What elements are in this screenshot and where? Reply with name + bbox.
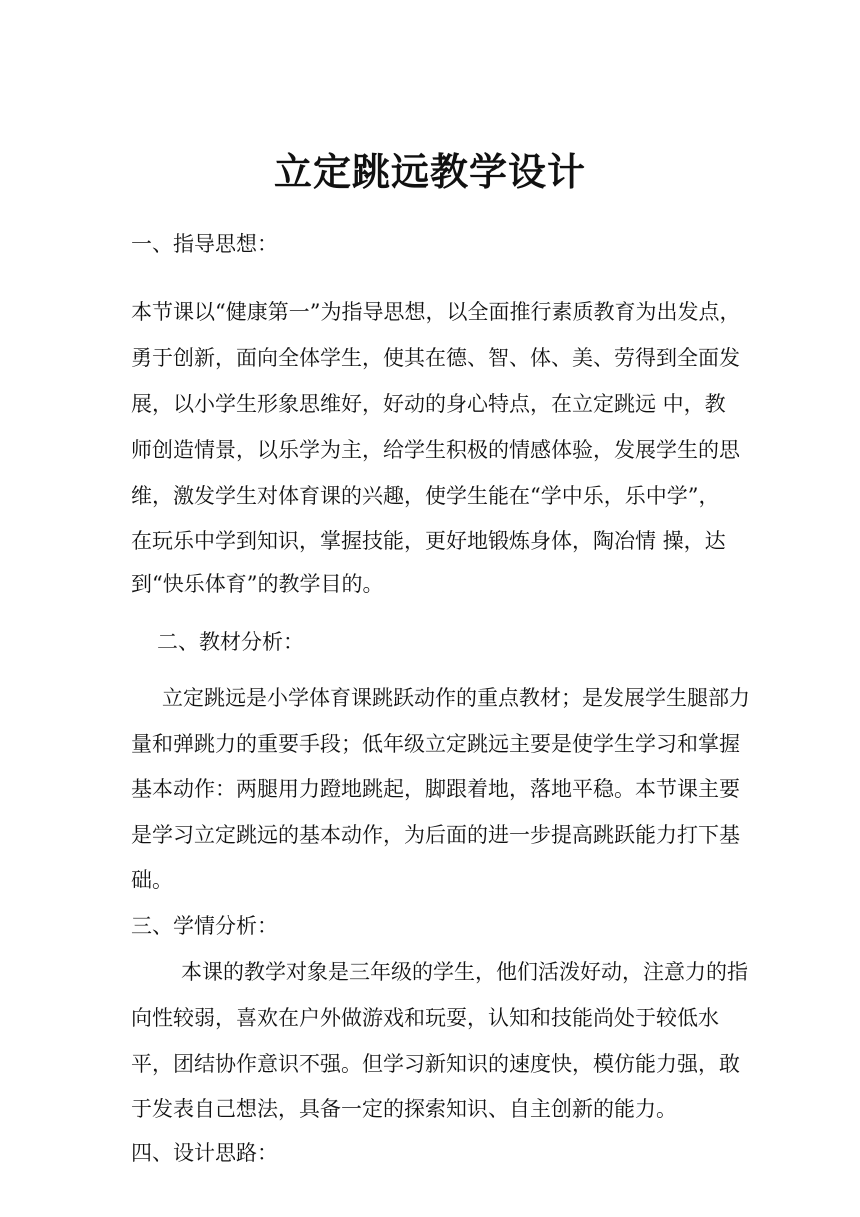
- section-heading-material-analysis: 二、教材分析：: [157, 630, 304, 654]
- paragraph-line: 量和弹跳力的重要手段；低年级立定跳远主要是使学生学习和掌握: [131, 732, 740, 756]
- paragraph-line: 展，以小学生形象思维好，好动的身心特点，在立定跳远 中，教: [131, 392, 726, 416]
- paragraph-line: 于发表自己想法，具备一定的探索知识、自主创新的能力。: [131, 1097, 677, 1121]
- paragraph-line: 是学习立定跳远的基本动作，为后面的进一步提高跳跃能力打下基: [131, 823, 740, 847]
- paragraph-line: 本节课以“健康第一”为指导思想，以全面推行素质教育为出发点，: [131, 300, 741, 324]
- paragraph-line: 本课的教学对象是三年级的学生，他们活泼好动，注意力的指: [181, 960, 748, 984]
- section-heading-design-ideas: 四、设计思路：: [131, 1141, 278, 1165]
- paragraph-line: 基本动作：两腿用力蹬地跳起，脚跟着地，落地平稳。本节课主要: [131, 777, 740, 801]
- paragraph-line: 础。: [131, 868, 173, 892]
- paragraph-line: 平，团结协作意识不强。但学习新知识的速度快，模仿能力强，敢: [131, 1052, 740, 1076]
- document-title: 立定跳远教学设计: [273, 149, 586, 194]
- section-heading-guiding-ideology: 一、指导思想：: [131, 232, 278, 256]
- section-heading-student-analysis: 三、学情分析：: [131, 914, 278, 938]
- paragraph-line: 向性较弱，喜欢在户外做游戏和玩耍，认知和技能尚处于较低水: [131, 1006, 719, 1030]
- paragraph-line: 立定跳远是小学体育课跳跃动作的重点教材；是发展学生腿部力: [162, 686, 750, 710]
- paragraph-line: 勇于创新，面向全体学生，使其在德、智、体、美、劳得到全面发: [131, 346, 740, 370]
- paragraph-line: 维，激发学生对体育课的兴趣，使学生能在“学中乐，乐中学”，: [131, 484, 720, 508]
- paragraph-line: 到“快乐体育”的教学目的。: [131, 572, 384, 596]
- paragraph-line: 在玩乐中学到知识，掌握技能，更好地锻炼身体，陶冶情 操，达: [131, 529, 726, 553]
- paragraph-line: 师创造情景，以乐学为主，给学生积极的情感体验，发展学生的思: [131, 438, 740, 462]
